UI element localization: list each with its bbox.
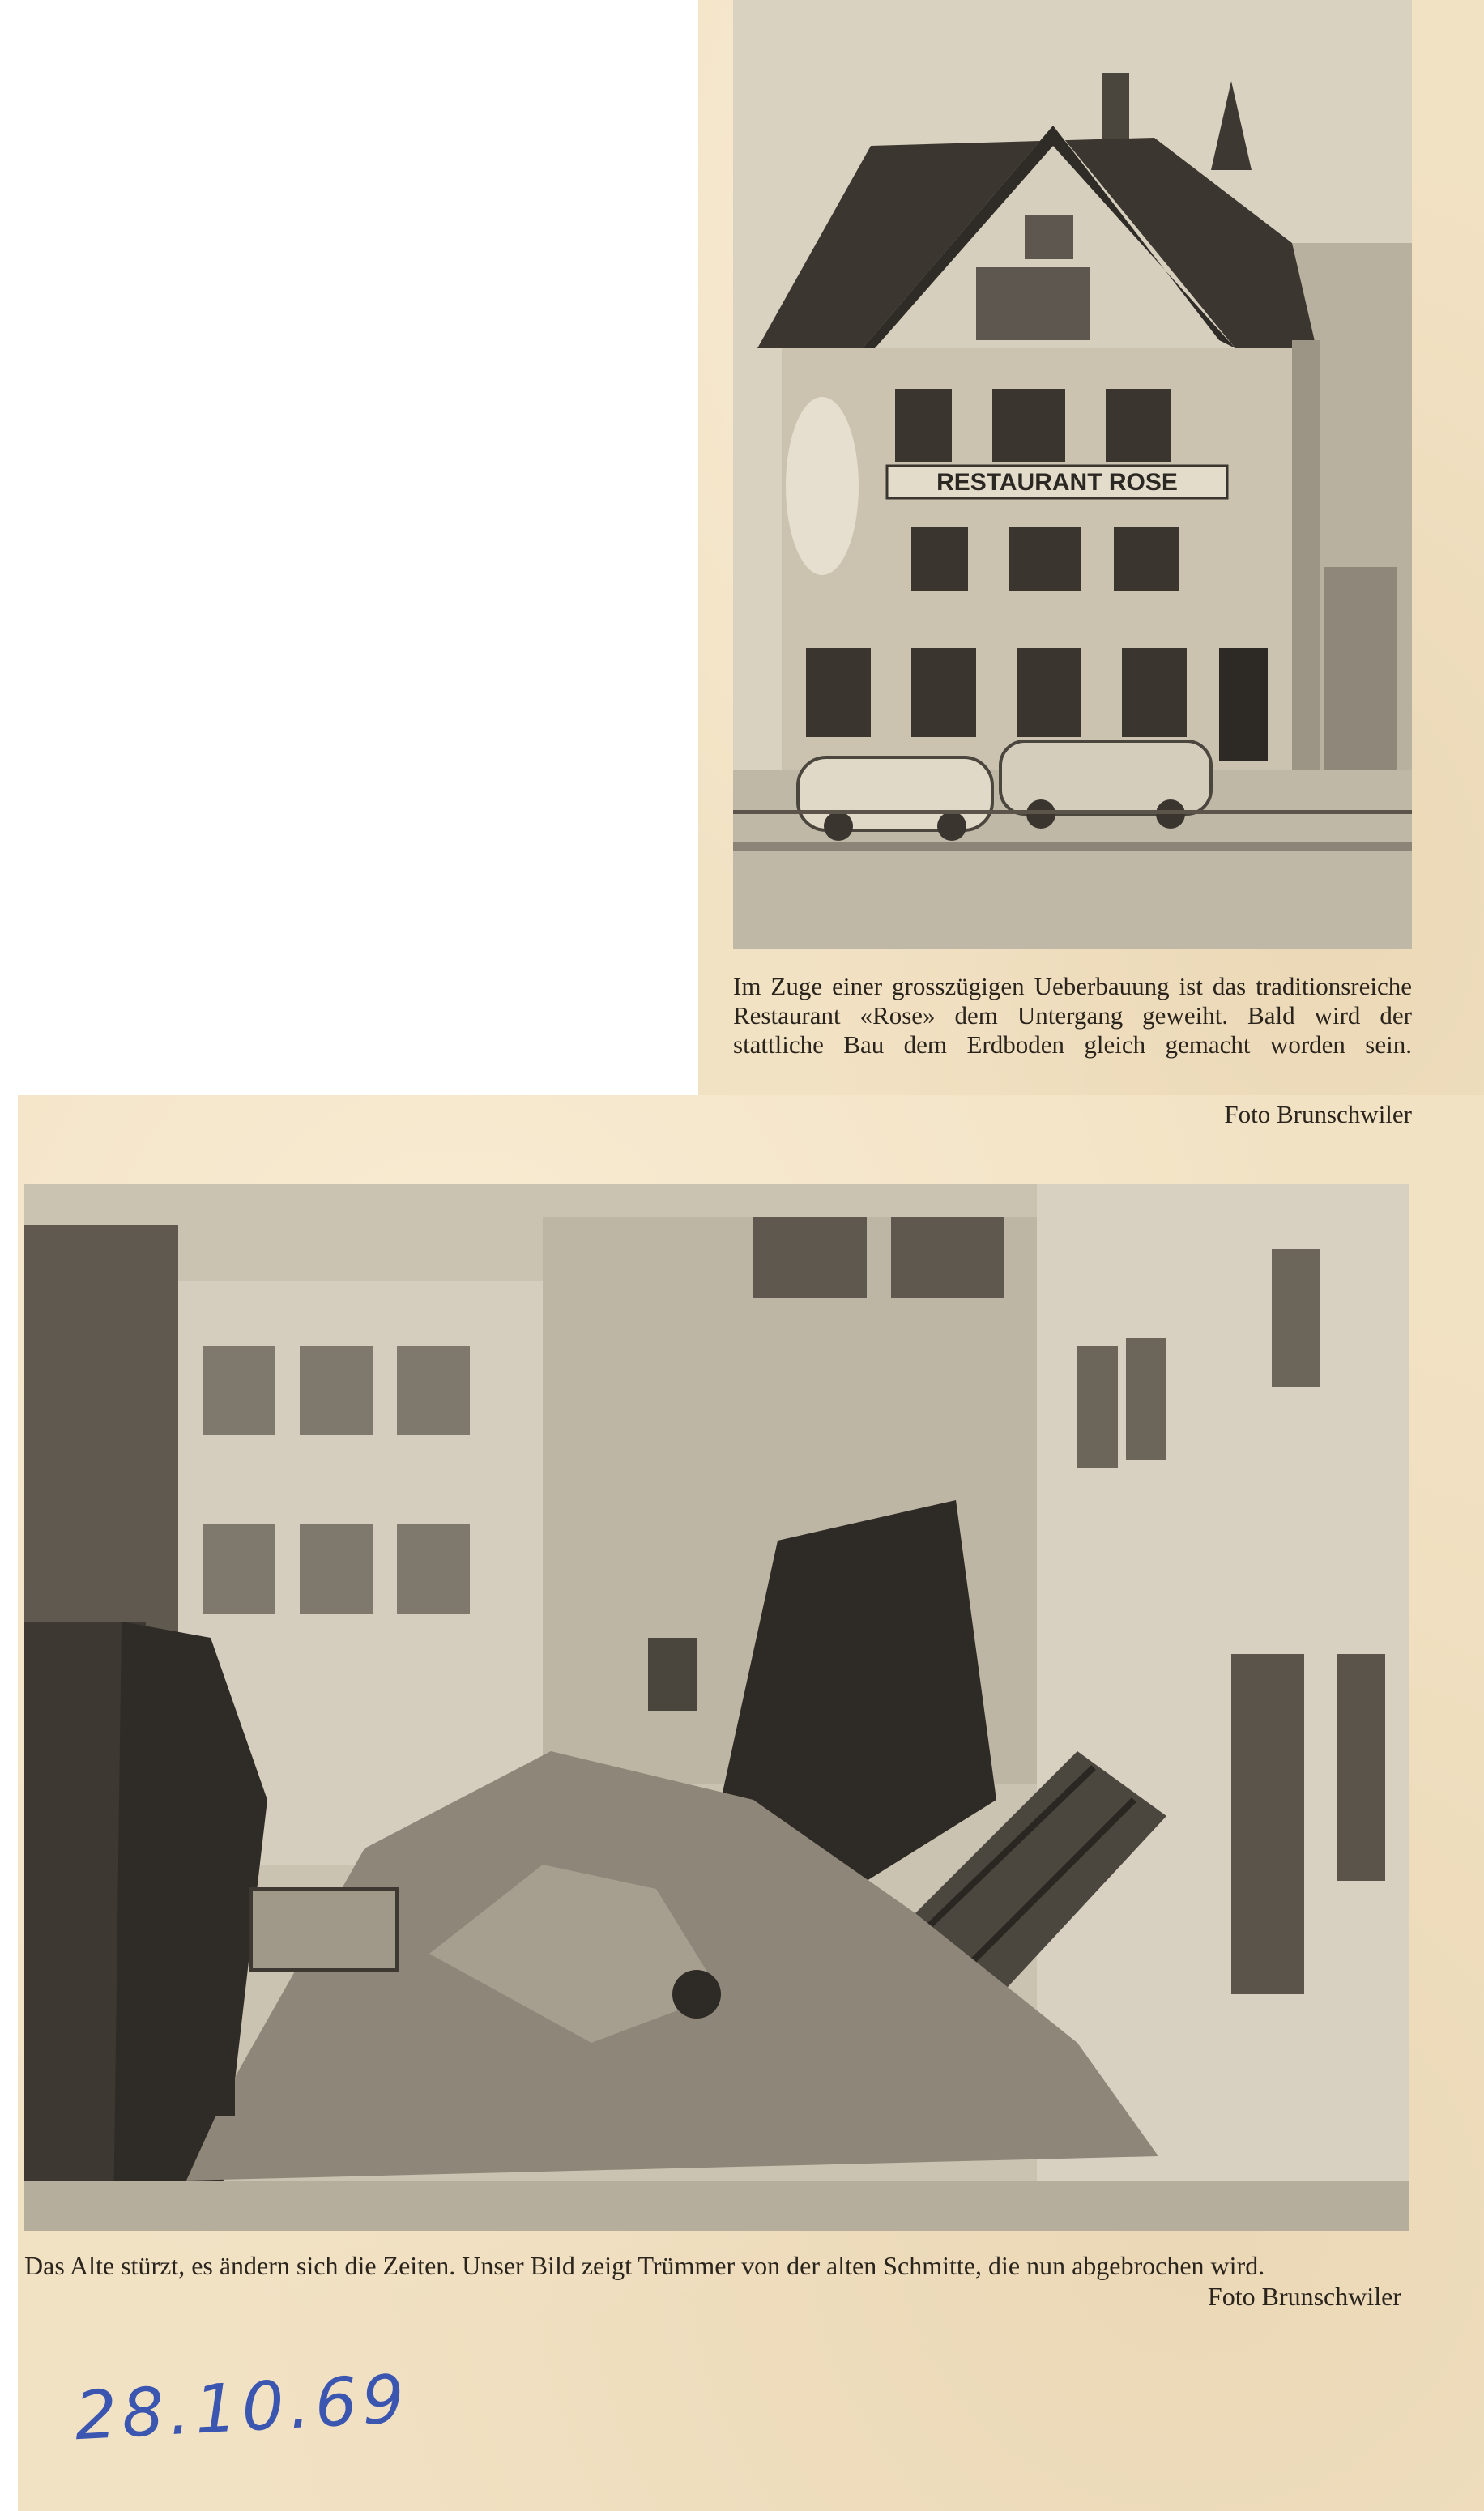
restaurant-rose-photo [733, 0, 1412, 949]
photo-credit-bottom: Foto Brunschwiler [1207, 2282, 1401, 2311]
demolition-photo [24, 1184, 1409, 2231]
caption-top: Im Zuge einer grosszügigen Ueberbauung ist das traditionsreiche Restaurant «Rose» dem Untergang geweiht. Bald wird der stattliche Bau dem Erdboden gleich gemacht worden sein. [733, 972, 1412, 1059]
photo-credit-top: Foto Brunschwiler [1224, 1100, 1412, 1128]
caption-bottom: Das Alte stürzt, es ändern sich die Zeiten. Unser Bild zeigt Trümmer von der alten Schmitte, die nun abgebrochen wird. [24, 2251, 1265, 2280]
handwritten-date: 28.10.69 [72, 2360, 412, 2456]
restaurant-sign-text: RESTAURANT ROSE [936, 469, 1178, 496]
